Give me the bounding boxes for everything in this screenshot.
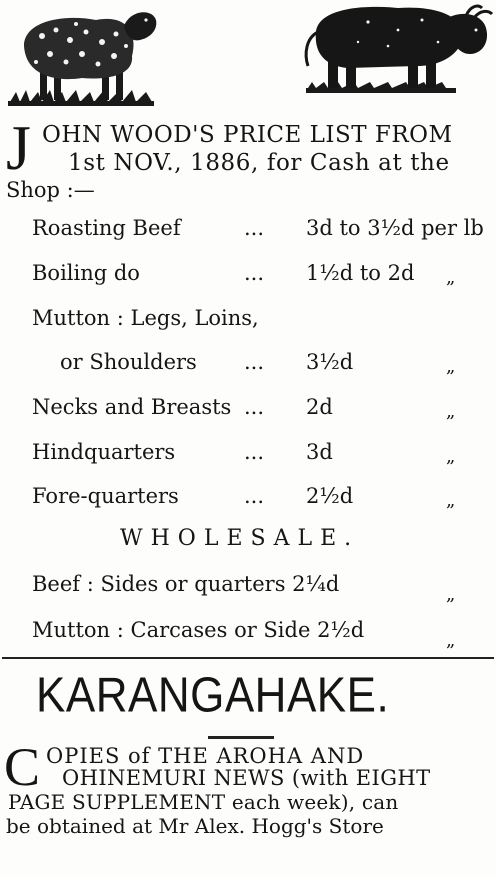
headline-drop-cap: J	[6, 112, 31, 183]
leader-dots: ...	[244, 484, 265, 508]
karangahake-title: KARANGAHAKE.	[36, 668, 390, 723]
price-row	[0, 261, 496, 291]
bull-illustration	[298, 2, 494, 98]
price-item-name: Roasting Beef	[32, 216, 181, 240]
price-row	[0, 216, 496, 246]
ditto-mark: „	[446, 490, 456, 511]
leader-dots: ...	[244, 261, 265, 285]
title-underline	[208, 736, 274, 739]
price-value: 3½d	[306, 350, 354, 374]
price-value: 1½d to 2d	[306, 261, 415, 285]
price-item-name: Hindquarters	[32, 440, 176, 464]
karangahake-line-3: PAGE SUPPLEMENT each week), can	[8, 790, 399, 814]
price-row	[0, 395, 496, 425]
ditto-mark: „	[446, 356, 456, 377]
leader-dots: ...	[244, 395, 265, 419]
price-value: 3d	[306, 440, 333, 464]
wholesale-item-mutton: Mutton : Carcases or Side 2½d	[32, 618, 365, 642]
price-item-name: or Shoulders	[60, 350, 197, 374]
price-row	[0, 440, 496, 470]
ditto-mark: „	[446, 584, 456, 605]
section-divider	[2, 657, 494, 659]
headline-line-1: OHN WOOD'S PRICE LIST FROM	[42, 122, 453, 148]
headline-line-2-text: 1st NOV., 1886, for Cash at the	[68, 150, 450, 176]
price-value: 2½d	[306, 484, 354, 508]
headline-line-2	[68, 150, 450, 176]
headline-line-3: Shop :—	[6, 178, 95, 202]
price-row	[0, 306, 496, 336]
leader-dots: ...	[244, 216, 265, 240]
wholesale-item-beef: Beef : Sides or quarters 2¼d	[32, 572, 340, 596]
price-item-name: Mutton : Legs, Loins,	[32, 306, 259, 330]
karangahake-line-2: OHINEMURI NEWS (with EIGHT	[62, 766, 431, 790]
ditto-mark: „	[446, 630, 456, 651]
price-item-name: Necks and Breasts	[32, 395, 232, 419]
wholesale-title: WHOLESALE.	[120, 526, 360, 551]
karangahake-line-4: be obtained at Mr Alex. Hogg's Store	[6, 814, 384, 838]
karangahake-drop-cap: C	[4, 737, 41, 797]
price-value: 2d	[306, 395, 333, 419]
price-item-name: Boiling do	[32, 261, 140, 285]
ditto-mark: „	[446, 401, 456, 422]
karangahake-line-1: OPIES of THE AROHA AND	[46, 744, 365, 768]
leader-dots: ...	[244, 440, 265, 464]
ditto-mark: „	[446, 267, 456, 288]
price-row	[0, 350, 496, 380]
ditto-mark: „	[446, 446, 456, 467]
leader-dots: ...	[244, 350, 265, 374]
price-value: 3d to 3½d per lb	[306, 216, 484, 240]
sheep-illustration	[6, 6, 158, 110]
price-row	[0, 484, 496, 514]
price-item-name: Fore-quarters	[32, 484, 179, 508]
